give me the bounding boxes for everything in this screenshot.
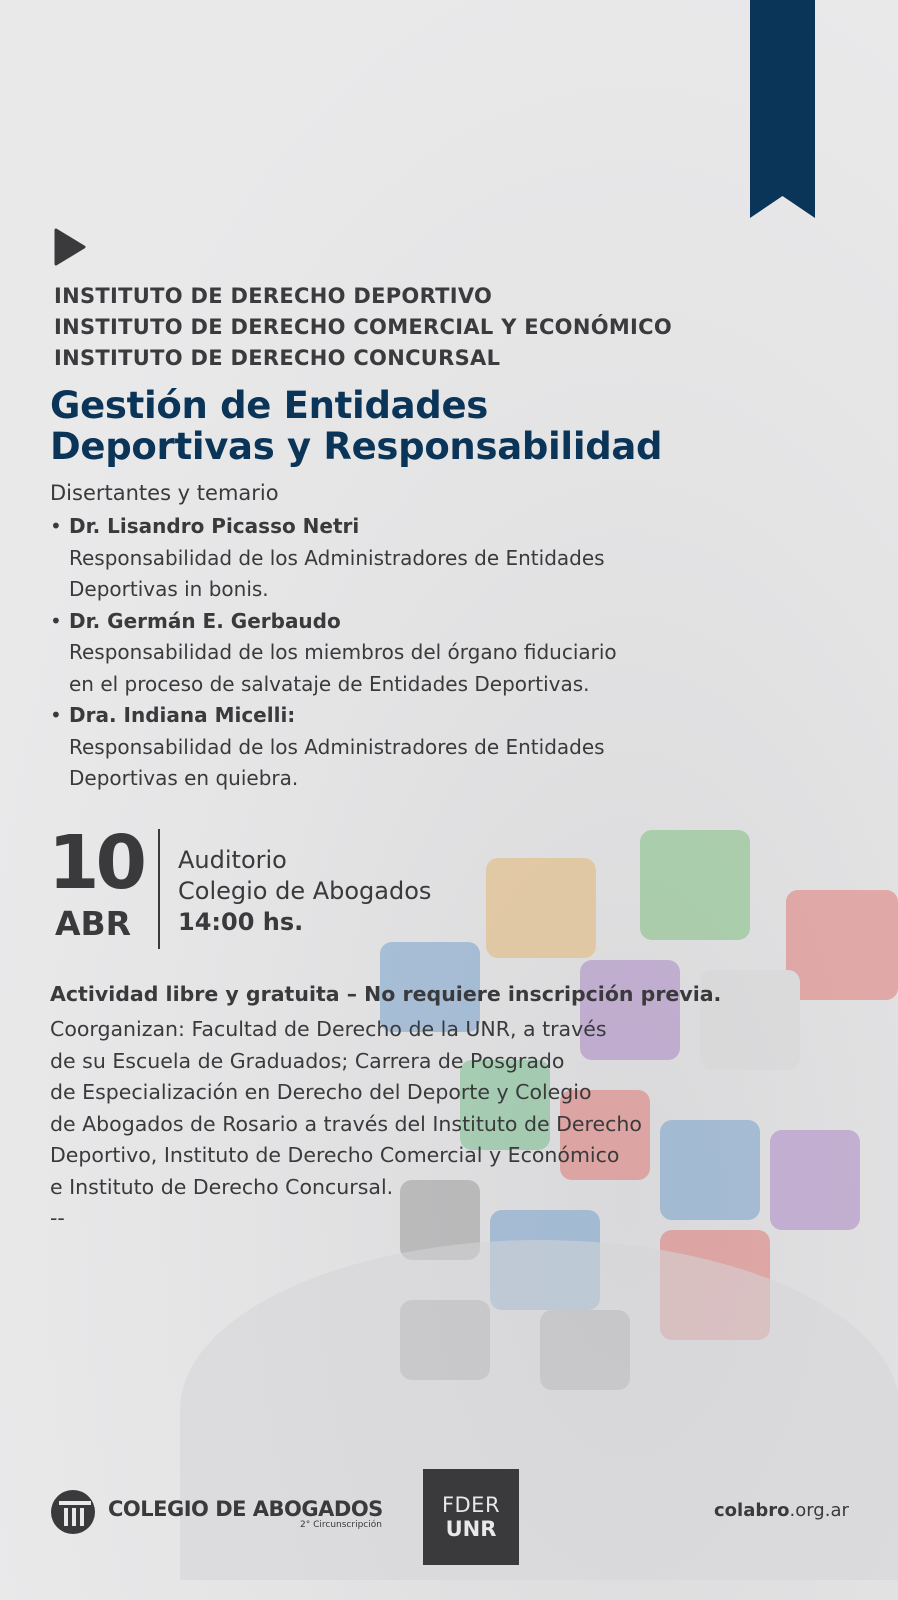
coorganizers-line: Deportivo, Instituto de Derecho Comercial y Económico bbox=[50, 1143, 620, 1167]
fder-unr-logo bbox=[423, 1469, 519, 1565]
fder-label: FDER bbox=[441, 1493, 501, 1517]
play-icon bbox=[53, 228, 87, 266]
venue-line: Auditorio bbox=[178, 846, 287, 874]
coorganizers-line: e Instituto de Derecho Concursal. bbox=[50, 1174, 394, 1199]
speaker-item bbox=[50, 511, 770, 606]
venue-block bbox=[178, 845, 431, 938]
coorganizers-line: de Especialización en Derecho del Deporte y Colegio bbox=[50, 1080, 592, 1104]
speaker-topic: Deportivas in bonis. bbox=[69, 577, 269, 601]
coorganizers-line: Coorganizan: Facultad de Derecho de la UNR, a través bbox=[50, 1017, 607, 1041]
institute-item: INSTITUTO DE DERECHO COMERCIAL Y ECONÓMICO bbox=[54, 315, 673, 339]
coorganizers-text bbox=[50, 1014, 770, 1235]
date-day: 10 bbox=[48, 820, 143, 906]
bookmark-ribbon bbox=[750, 0, 815, 218]
event-title bbox=[50, 385, 810, 467]
coorganizers-line: de Abogados de Rosario a través del Instituto de Derecho bbox=[50, 1111, 642, 1136]
website-domain: .org.ar bbox=[789, 1500, 849, 1521]
event-title-line2: Deportivas y Responsabilidad bbox=[50, 425, 663, 468]
coorganizers-line: de su Escuela de Graduados; Carrera de Posgrado bbox=[50, 1048, 565, 1073]
speaker-topic: Responsabilidad de los Administradores de Entidades bbox=[69, 734, 605, 759]
institute-item: INSTITUTO DE DERECHO CONCURSAL bbox=[54, 346, 501, 370]
activity-note: Actividad libre y gratuita – No requiere inscripción previa. bbox=[50, 982, 722, 1006]
speakers-heading: Disertantes y temario bbox=[50, 481, 279, 505]
institutes-list bbox=[54, 281, 672, 374]
date-divider bbox=[158, 829, 160, 949]
venue-line: Colegio de Abogados bbox=[178, 877, 432, 905]
speaker-item bbox=[50, 606, 770, 701]
speaker-name: Dr. Germán E. Gerbaudo bbox=[69, 608, 341, 633]
colegio-subtitle: 2° Circunscripción bbox=[300, 1520, 382, 1530]
speaker-name: Dra. Indiana Micelli: bbox=[69, 703, 296, 727]
colegio-name: COLEGIO DE ABOGADOS bbox=[108, 1497, 383, 1521]
speaker-topic: Deportivas en quiebra. bbox=[69, 766, 299, 790]
speaker-topic: Responsabilidad de los Administradores de Entidades bbox=[69, 545, 605, 570]
unr-label: UNR bbox=[445, 1517, 497, 1541]
event-title-line1: Gestión de Entidades bbox=[50, 384, 489, 427]
speaker-topic: Responsabilidad de los miembros del órgano fiduciario bbox=[69, 640, 617, 664]
institute-item: INSTITUTO DE DERECHO DEPORTIVO bbox=[54, 284, 493, 308]
event-time: 14:00 hs. bbox=[178, 908, 304, 936]
speaker-topic: en el proceso de salvataje de Entidades Deportivas. bbox=[69, 671, 590, 696]
bullet: • bbox=[50, 514, 62, 538]
website-bold: colabro bbox=[714, 1500, 790, 1521]
date-month: ABR bbox=[54, 904, 132, 943]
coorganizers-line: -- bbox=[50, 1206, 65, 1230]
bullet: • bbox=[50, 608, 62, 633]
website-link[interactable] bbox=[714, 1500, 849, 1521]
speaker-item bbox=[50, 700, 770, 795]
speaker-name: Dr. Lisandro Picasso Netri bbox=[69, 514, 360, 538]
speakers-list bbox=[50, 511, 770, 795]
bullet: • bbox=[50, 703, 62, 727]
